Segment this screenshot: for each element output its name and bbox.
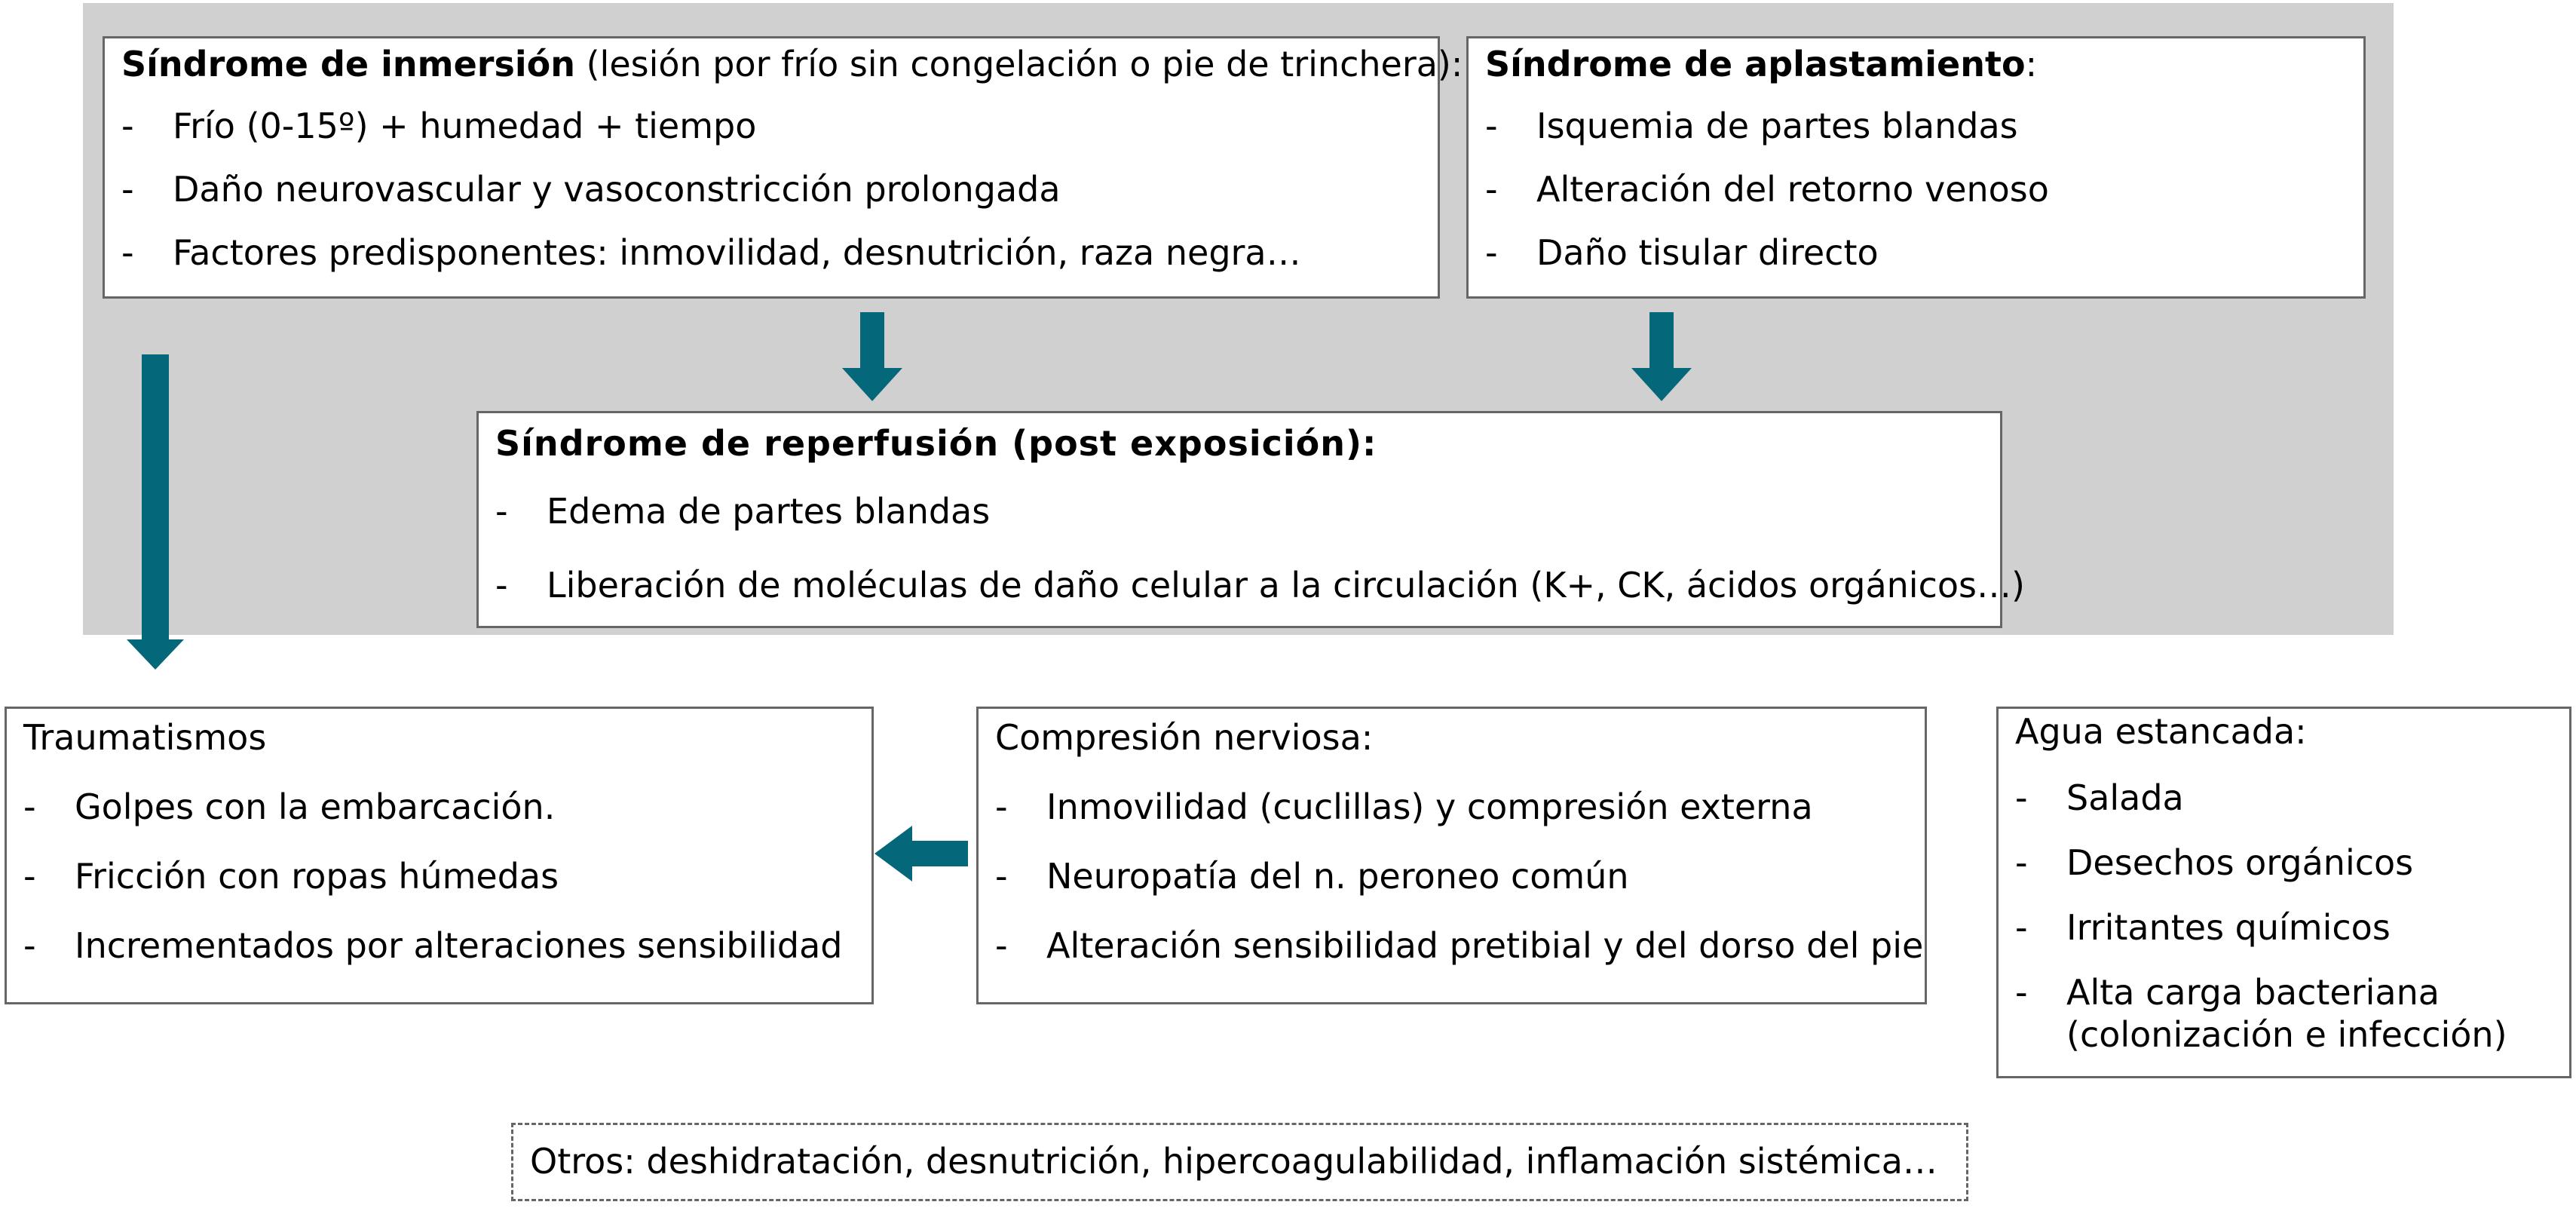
list-item: - Fricción con ropas húmedas <box>23 855 855 897</box>
list-item: - Neuropatía del n. peroneo común <box>995 855 1908 897</box>
list-item: - Inmovilidad (cuclillas) y compresión externa <box>995 786 1908 828</box>
inmersion-list <box>121 105 1421 274</box>
list-item: - Daño tisular directo <box>1485 231 2347 274</box>
aplastamiento-title: Síndrome de aplastamiento: <box>1485 44 2038 84</box>
list-item: - Daño neurovascular y vasoconstricción prolongada <box>121 168 1421 210</box>
inmersion-box <box>103 36 1463 299</box>
traumatismos-list <box>23 786 855 967</box>
inmersion-title: Síndrome de inmersión (lesión por frío sin congelación o pie de trinchera): <box>121 44 1463 84</box>
list-item: - Irritantes químicos <box>2015 906 2553 949</box>
long-down-arrow-icon <box>127 354 184 670</box>
aplastamiento-box <box>1466 36 2366 299</box>
list-item: - Alteración del retorno venoso <box>1485 168 2347 210</box>
list-item: - Golpes con la embarcación. <box>23 786 855 828</box>
compresion-title: Compresión nerviosa: <box>995 717 1374 758</box>
list-item: - Factores predisponentes: inmovilidad, desnutrición, raza negra… <box>121 231 1421 274</box>
list-item: - Alteración sensibilidad pretibial y del dorso del pie <box>995 924 1908 967</box>
traumatismos-title: Traumatismos <box>23 717 267 758</box>
compresion-box <box>976 707 1927 1004</box>
list-item: - Edema de partes blandas <box>495 490 1983 532</box>
compresion-list <box>995 786 1924 967</box>
traumatismos-box <box>5 707 874 1004</box>
agua-box <box>1996 707 2571 1078</box>
otros-box <box>511 1123 1968 1201</box>
list-item: - Salada <box>2015 777 2553 819</box>
reperfusion-list <box>495 490 2025 606</box>
agua-list <box>2015 777 2553 1056</box>
list-item: - Desechos orgánicos <box>2015 842 2553 884</box>
left-arrow-icon <box>874 826 968 881</box>
reperfusion-box <box>476 411 2025 628</box>
reperfusion-title: Síndrome de reperfusión (post exposición): <box>495 423 1377 464</box>
aplastamiento-list <box>1485 105 2347 274</box>
list-item: - Frío (0-15º) + humedad + tiempo <box>121 105 1421 147</box>
list-item: - Incrementados por alteraciones sensibilidad <box>23 924 855 967</box>
otros-text: Otros: deshidratación, desnutrición, hipercoagulabilidad, inflamación sistémica… <box>530 1141 1937 1182</box>
list-item: - Alta carga bacteriana (colonización e infección) <box>2015 971 2553 1056</box>
list-item: - Liberación de moléculas de daño celular a la circulación (K+, CK, ácidos orgánicos…) <box>495 564 1983 606</box>
down-arrow-icon <box>1631 312 1692 401</box>
down-arrow-icon <box>842 312 902 401</box>
agua-title: Agua estancada: <box>2015 711 2307 752</box>
list-item: - Isquemia de partes blandas <box>1485 105 2347 147</box>
